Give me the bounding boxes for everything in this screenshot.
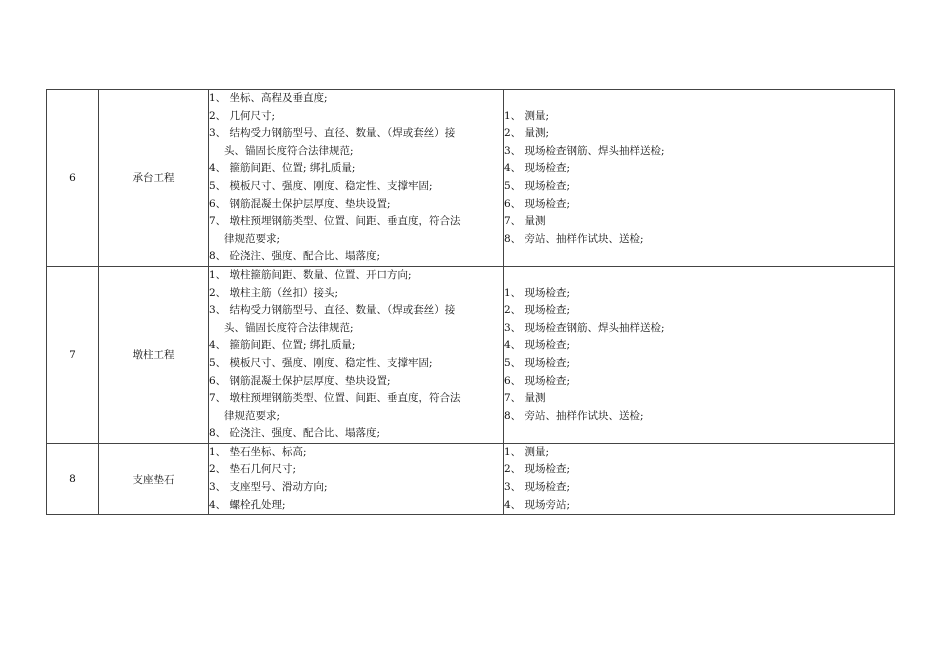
inspection-item-line: 3、 支座型号、滑动方向; bbox=[209, 481, 328, 494]
inspection-item-line: 6、 钢筋混凝土保护层厚度、垫块设置; bbox=[209, 197, 391, 210]
inspection-methods-cell bbox=[504, 266, 895, 443]
inspection-methods-list bbox=[504, 444, 894, 514]
inspection-item-line: 2、 垫石几何尺寸; bbox=[209, 463, 297, 476]
table-body bbox=[47, 90, 895, 515]
inspection-methods-list bbox=[504, 285, 894, 426]
inspection-item-line: 7、 墩柱预埋钢筋类型、位置、间距、垂直度，符合法 bbox=[209, 215, 461, 228]
inspection-item-line: 5、 模板尺寸、强度、刚度、稳定性、支撑牢固; bbox=[209, 179, 433, 192]
inspection-item-line: 4、 箍筋间距、位置; 绑扎质量; bbox=[209, 162, 356, 175]
work-item-name: 承台工程 bbox=[99, 90, 209, 267]
table-row bbox=[47, 266, 895, 443]
inspection-items-list bbox=[209, 90, 503, 266]
inspection-method-line: 1、 测量; bbox=[504, 109, 550, 122]
inspection-item-line: 7、 墩柱预埋钢筋类型、位置、间距、垂直度，符合法 bbox=[209, 392, 461, 405]
inspection-items-list bbox=[209, 444, 503, 514]
inspection-method-line: 4、 现场检查; bbox=[504, 162, 571, 175]
inspection-methods-cell bbox=[504, 90, 895, 267]
table-row bbox=[47, 443, 895, 514]
work-item-name: 支座垫石 bbox=[99, 443, 209, 514]
inspection-methods-list bbox=[504, 108, 894, 249]
inspection-method-line: 5、 现场检查; bbox=[504, 356, 571, 369]
row-number: 8 bbox=[47, 443, 99, 514]
inspection-method-line: 8、 旁站、抽样作试块、送检; bbox=[504, 409, 644, 422]
inspection-method-line: 3、 现场检查; bbox=[504, 481, 571, 494]
inspection-item-line: 律规范要求; bbox=[224, 409, 281, 422]
inspection-item-line: 5、 模板尺寸、强度、刚度、稳定性、支撑牢固; bbox=[209, 356, 433, 369]
row-number: 6 bbox=[47, 90, 99, 267]
inspection-method-line: 4、 现场检查; bbox=[504, 339, 571, 352]
inspection-method-line: 2、 现场检查; bbox=[504, 463, 571, 476]
inspection-item-line: 1、 垫石坐标、标高; bbox=[209, 445, 307, 458]
inspection-item-line: 头、锚固长度符合法律规范; bbox=[224, 321, 354, 334]
inspection-method-line: 4、 现场旁站; bbox=[504, 498, 571, 511]
inspection-item-line: 4、 箍筋间距、位置; 绑扎质量; bbox=[209, 339, 356, 352]
inspection-item-line: 1、 墩柱箍筋间距、数量、位置、开口方向; bbox=[209, 268, 412, 281]
inspection-method-line: 6、 现场检查; bbox=[504, 197, 571, 210]
inspection-item-line: 8、 砼浇注、强度、配合比、塌落度; bbox=[209, 427, 381, 440]
inspection-method-line: 1、 现场检查; bbox=[504, 286, 571, 299]
work-item-name: 墩柱工程 bbox=[99, 266, 209, 443]
inspection-item-line: 2、 墩柱主筋（丝扣）接头; bbox=[209, 286, 339, 299]
inspection-method-line: 8、 旁站、抽样作试块、送检; bbox=[504, 232, 644, 245]
inspection-items-list bbox=[209, 267, 503, 443]
inspection-item-line: 8、 砼浇注、强度、配合比、塌落度; bbox=[209, 250, 381, 263]
inspection-item-line: 3、 结构受力钢筋型号、直径、数量、（焊或套丝）接 bbox=[209, 127, 456, 140]
table-row bbox=[47, 90, 895, 267]
inspection-method-line: 6、 现场检查; bbox=[504, 374, 571, 387]
inspection-item-line: 1、 坐标、高程及垂直度; bbox=[209, 92, 328, 104]
inspection-item-line: 2、 几何尺寸; bbox=[209, 109, 276, 122]
row-number: 7 bbox=[47, 266, 99, 443]
inspection-method-line: 5、 现场检查; bbox=[504, 179, 571, 192]
inspection-method-line: 2、 现场检查; bbox=[504, 304, 571, 317]
inspection-item-line: 律规范要求; bbox=[224, 232, 281, 245]
inspection-item-line: 头、锚固长度符合法律规范; bbox=[224, 144, 354, 157]
inspection-methods-cell bbox=[504, 443, 895, 514]
inspection-method-line: 1、 测量; bbox=[504, 445, 550, 458]
inspection-method-line: 3、 现场检查钢筋、焊头抽样送检; bbox=[504, 144, 665, 157]
inspection-table bbox=[46, 89, 895, 515]
inspection-items-cell bbox=[209, 90, 504, 267]
inspection-method-line: 3、 现场检查钢筋、焊头抽样送检; bbox=[504, 321, 665, 334]
inspection-item-line: 3、 结构受力钢筋型号、直径、数量、（焊或套丝）接 bbox=[209, 304, 456, 317]
inspection-method-line: 2、 量测; bbox=[504, 127, 550, 140]
inspection-method-line: 7、 量测 bbox=[504, 392, 546, 405]
inspection-items-cell bbox=[209, 266, 504, 443]
inspection-item-line: 6、 钢筋混凝土保护层厚度、垫块设置; bbox=[209, 374, 391, 387]
inspection-method-line: 7、 量测 bbox=[504, 215, 546, 228]
inspection-items-cell bbox=[209, 443, 504, 514]
inspection-item-line: 4、 螺栓孔处理; bbox=[209, 498, 286, 511]
